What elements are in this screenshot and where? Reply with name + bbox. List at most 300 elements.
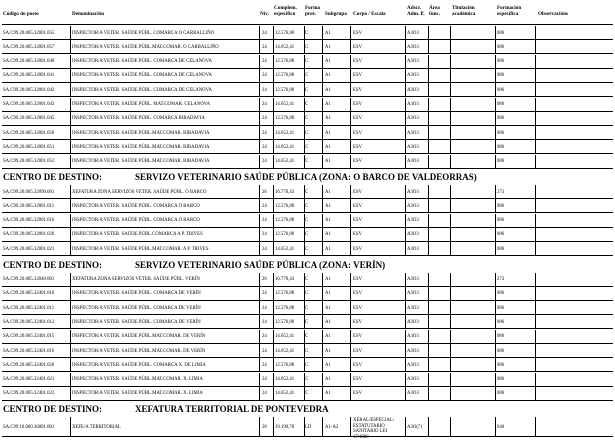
column-rule (450, 214, 451, 228)
cell-adscr: A3O3 (407, 87, 419, 93)
cell-formacion: 086 (497, 59, 505, 65)
cell-complem: 12.576,88 (275, 362, 295, 368)
cell-forma: C (305, 319, 309, 325)
cell-observacions (538, 301, 608, 315)
cell-forma: LD (305, 424, 312, 430)
column-rule (450, 126, 451, 140)
column-rule (535, 69, 536, 83)
column-rule (273, 287, 274, 301)
column-rule (350, 387, 351, 401)
cell-forma: C (305, 130, 309, 136)
cell-niv: 26 (262, 189, 267, 195)
column-rule (304, 301, 305, 315)
table-row (0, 112, 615, 126)
column-rule (304, 155, 305, 169)
column-rule (322, 126, 323, 140)
column-rule (322, 417, 323, 437)
cell-forma: C (305, 102, 309, 107)
table-row (0, 315, 615, 329)
column-rule (495, 315, 496, 329)
centro-destino-heading (3, 403, 613, 415)
cell-adscr: A3O3 (407, 291, 419, 297)
cell-adscr: A3O3 (407, 130, 419, 136)
cell-subgrupo: A1 (325, 203, 331, 209)
cell-forma: C (305, 291, 309, 297)
column-rule (350, 69, 351, 83)
column-rule (450, 112, 451, 126)
cell-observacions (538, 140, 608, 154)
column-rule (322, 98, 323, 112)
column-rule (350, 373, 351, 387)
cell-observacions (538, 387, 608, 401)
column-rule (405, 228, 406, 242)
cell-subgrupo: A1 (325, 362, 331, 368)
cell-denominacion: INSPECTOR/A VETER. SAÚDE PÚBL. COMARCA DE VERÍN (72, 291, 201, 297)
cell-complem: 14.652,41 (275, 159, 295, 165)
cell-denominacion: INSPECTOR/A VETER. SAÚDE PÚBL.MAT.COMAR. RIBADAVIA (72, 130, 210, 136)
column-rule (322, 155, 323, 169)
column-rule (450, 140, 451, 154)
cell-adscr: A3O3 (407, 391, 419, 397)
cell-denominacion: XEFE/A TERRITORIAL (72, 424, 121, 430)
centro-label: CENTRO DE DESTINO: (3, 259, 103, 270)
column-rule (259, 287, 260, 301)
cell-niv: 24 (262, 218, 267, 224)
cell-forma: C (305, 277, 309, 282)
header-divider (2, 24, 613, 25)
column-rule (273, 358, 274, 372)
column-rule (495, 199, 496, 213)
table-row (0, 242, 615, 256)
cell-forma: C (305, 159, 309, 165)
column-rule (450, 301, 451, 315)
cell-corpo: ESV (353, 277, 363, 282)
column-rule (70, 273, 71, 287)
column-rule (70, 373, 71, 387)
cell-complem: 14.652,41 (275, 144, 295, 150)
cell-complem: 12.576,88 (275, 59, 295, 65)
column-rule (322, 199, 323, 213)
column-rule (259, 155, 260, 169)
column-rule (495, 301, 496, 315)
column-rule (535, 55, 536, 69)
column-rule (273, 373, 274, 387)
cell-formacion: 086 (497, 102, 505, 107)
cell-observacions (538, 287, 608, 301)
cell-denominacion: INSPECTOR/A VETER. SAÚDE PÚBL. COMARCA DE VERÍN (72, 305, 201, 311)
cell-denominacion: INSPECTOR/A VETER. SAÚDE PÚBL. MAT.COMAR. CELANOVA (72, 102, 211, 107)
cell-subgrupo: A1 (325, 87, 331, 93)
header-denominacion: Denominación (72, 11, 104, 17)
column-rule (450, 185, 451, 199)
column-rule (322, 26, 323, 40)
column-rule (350, 344, 351, 358)
cell-complem: 12.576,88 (275, 73, 295, 79)
cell-complem: 14.652,41 (275, 130, 295, 136)
header-complem-1: Complem. (274, 5, 297, 11)
column-rule (535, 358, 536, 372)
column-rule (304, 228, 305, 242)
column-rule (273, 185, 274, 199)
cell-area (430, 214, 450, 228)
cell-formacion: 086 (497, 391, 505, 397)
column-rule (428, 287, 429, 301)
cell-complem: 12.576,88 (275, 319, 295, 325)
cell-niv: 24 (262, 59, 267, 65)
cell-corpo: ESV (353, 130, 363, 136)
column-rule (535, 126, 536, 140)
column-rule (450, 315, 451, 329)
table-row (0, 387, 615, 401)
cell-observacions (538, 55, 608, 69)
cell-observacions (538, 26, 608, 40)
cell-codigo: SA.C99.20.005.32001.055 (3, 30, 55, 36)
cell-formacion: 273 (497, 189, 505, 195)
column-rule (259, 273, 260, 287)
column-rule (495, 98, 496, 112)
cell-codigo: SA.C99.20.005.32001.045 (3, 116, 55, 122)
column-rule (259, 126, 260, 140)
cell-subgrupo: A1 (325, 348, 331, 354)
cell-forma: C (305, 377, 309, 383)
column-rule (273, 155, 274, 169)
cell-corpo: ESV (353, 30, 363, 36)
cell-niv: 24 (262, 203, 267, 209)
column-rule (450, 98, 451, 112)
column-rule (273, 301, 274, 315)
cell-codigo: SA.C99.10.000.36001.001 (3, 424, 55, 430)
column-rule (259, 373, 260, 387)
cell-codigo: SA.C99.20.005.32001.040 (3, 59, 55, 65)
column-rule (70, 69, 71, 83)
cell-complem: 12.576,88 (275, 291, 295, 297)
column-rule (495, 242, 496, 256)
column-rule (495, 358, 496, 372)
cell-titulacion (453, 214, 493, 228)
cell-corpo: XERAL/ESPECIAL/ ESTATUTARIO SANITARIO LEI 17/1989 (353, 418, 395, 440)
column-rule (70, 344, 71, 358)
column-rule (322, 83, 323, 97)
column-rule (535, 26, 536, 40)
column-rule (70, 417, 71, 437)
cell-adscr: A3O3 (407, 44, 419, 50)
table-header (0, 0, 615, 24)
cell-subgrupo: A1 (325, 319, 331, 325)
cell-corpo: ESV (353, 319, 363, 325)
column-rule (259, 228, 260, 242)
column-rule (405, 69, 406, 83)
column-rule (259, 301, 260, 315)
column-rule (450, 242, 451, 256)
cell-titulacion (453, 273, 493, 287)
column-rule (495, 155, 496, 169)
column-rule (428, 242, 429, 256)
table-row (0, 140, 615, 154)
column-rule (450, 417, 451, 437)
column-rule (70, 199, 71, 213)
cell-formacion: 273 (497, 277, 505, 282)
cell-area (430, 199, 450, 213)
cell-formacion: 086 (497, 377, 505, 383)
cell-codigo: SA.C99.20.005.32001.021 (3, 246, 55, 252)
column-rule (70, 315, 71, 329)
cell-titulacion (453, 358, 493, 372)
cell-formacion: 086 (497, 362, 505, 368)
column-rule (322, 112, 323, 126)
cell-observacions (538, 83, 608, 97)
cell-corpo: ESV (353, 203, 363, 209)
column-rule (405, 140, 406, 154)
column-rule (405, 214, 406, 228)
cell-complem: 14.652,41 (275, 391, 295, 397)
column-rule (350, 301, 351, 315)
cell-subgrupo: A1 (325, 334, 331, 340)
header-subgrupo: Subgrupo (325, 11, 347, 17)
column-rule (535, 112, 536, 126)
cell-titulacion (453, 26, 493, 40)
header-formacion-2: específica (497, 11, 519, 17)
column-rule (304, 55, 305, 69)
column-rule (322, 140, 323, 154)
cell-adscr: A3O(7) (407, 424, 422, 430)
cell-observacions (538, 242, 608, 256)
cell-codigo: SA.C99.20.005.32401.015 (3, 334, 55, 340)
column-rule (495, 126, 496, 140)
cell-forma: C (305, 44, 309, 50)
cell-forma: C (305, 305, 309, 311)
cell-observacions (538, 98, 608, 112)
column-rule (350, 214, 351, 228)
header-area-2: func. (429, 11, 441, 17)
column-rule (428, 214, 429, 228)
column-rule (495, 330, 496, 344)
cell-area (430, 83, 450, 97)
cell-denominacion: INSPECTOR/A VETER. SAÚDE PÚBL.MAT.COMAR. RIBADAVIA (72, 144, 210, 150)
column-rule (259, 242, 260, 256)
cell-corpo: ESV (353, 87, 363, 93)
cell-denominacion: INSPECTOR/A VETER. SAÚDE PÚBL.MAT.COMAR. DE VERÍN (72, 348, 206, 354)
column-rule (450, 273, 451, 287)
cell-complem: 12.576,88 (275, 218, 295, 224)
column-rule (428, 155, 429, 169)
header-adscr-1: Adscr. (407, 5, 422, 11)
column-rule (350, 83, 351, 97)
header-corpo: Corpo / Escala (353, 11, 386, 17)
cell-corpo: ESV (353, 73, 363, 79)
column-rule (259, 98, 260, 112)
table-row (0, 287, 615, 301)
column-rule (70, 214, 71, 228)
column-rule (304, 83, 305, 97)
cell-subgrupo: A1 (325, 377, 331, 383)
cell-titulacion (453, 315, 493, 329)
column-rule (70, 40, 71, 54)
cell-codigo: SA.C99.20.005.32401.016 (3, 348, 55, 354)
cell-subgrupo: A1 (325, 189, 331, 195)
cell-adscr: A3O3 (407, 377, 419, 383)
cell-denominacion: INSPECTOR/A VETER. SAÚDE PÚBL. COMARCA DE VERÍN (72, 319, 201, 325)
cell-denominacion: INSPECTOR/A VETER. SAÚDE PÚBL.MAT.COMAR. O CARBALLIÑO (72, 44, 219, 50)
column-rule (350, 315, 351, 329)
column-rule (535, 315, 536, 329)
cell-observacions (538, 126, 608, 140)
cell-area (430, 417, 450, 437)
cell-codigo: SA.C99.20.005.32090.001 (3, 189, 55, 195)
column-rule (405, 301, 406, 315)
column-rule (405, 344, 406, 358)
row-rule (2, 168, 613, 169)
cell-corpo: ESV (353, 377, 363, 383)
cell-corpo: ESV (353, 218, 363, 224)
column-rule (535, 98, 536, 112)
cell-formacion: 086 (497, 30, 505, 36)
column-rule (304, 140, 305, 154)
column-rule (304, 273, 305, 287)
cell-area (430, 40, 450, 54)
column-rule (273, 330, 274, 344)
table-row (0, 301, 615, 315)
column-rule (495, 287, 496, 301)
table-row (0, 69, 615, 83)
column-rule (495, 112, 496, 126)
column-rule (259, 112, 260, 126)
cell-niv: 24 (262, 116, 267, 122)
cell-forma: C (305, 246, 309, 252)
column-rule (259, 185, 260, 199)
row-rule (2, 436, 613, 437)
cell-corpo: ESV (353, 348, 363, 354)
table-row (0, 273, 615, 287)
column-rule (259, 344, 260, 358)
column-rule (322, 55, 323, 69)
column-rule (350, 26, 351, 40)
cell-observacions (538, 112, 608, 126)
cell-corpo: ESV (353, 291, 363, 297)
cell-adscr: A3O3 (407, 189, 419, 195)
cell-codigo: SA.C99.20.005.32401.020 (3, 362, 55, 368)
column-rule (405, 315, 406, 329)
cell-adscr: A3O3 (407, 319, 419, 325)
column-rule (350, 228, 351, 242)
cell-adscr: A3O3 (407, 159, 419, 165)
cell-formacion: 086 (497, 218, 505, 224)
cell-titulacion (453, 330, 493, 344)
header-observacions: Observacións (538, 11, 568, 17)
column-rule (450, 344, 451, 358)
cell-area (430, 98, 450, 112)
cell-niv: 24 (262, 305, 267, 311)
header-codigo: Código do posto (3, 11, 39, 17)
cell-adscr: A3O3 (407, 59, 419, 65)
column-rule (322, 228, 323, 242)
column-rule (273, 98, 274, 112)
column-rule (70, 140, 71, 154)
column-rule (259, 83, 260, 97)
cell-adscr: A3O3 (407, 277, 419, 282)
cell-corpo: ESV (353, 391, 363, 397)
header-titulacion-1: Titulación (452, 5, 475, 11)
cell-observacions (538, 228, 608, 242)
column-rule (273, 83, 274, 97)
cell-corpo: ESV (353, 232, 363, 238)
cell-titulacion (453, 185, 493, 199)
cell-formacion: 086 (497, 246, 505, 252)
cell-titulacion (453, 287, 493, 301)
column-rule (428, 301, 429, 315)
table-row (0, 40, 615, 54)
column-rule (259, 140, 260, 154)
centro-label: CENTRO DE DESTINO: (3, 172, 103, 182)
cell-area (430, 358, 450, 372)
column-rule (273, 387, 274, 401)
table-row (0, 26, 615, 40)
column-rule (259, 358, 260, 372)
cell-titulacion (453, 83, 493, 97)
cell-formacion: 086 (497, 144, 505, 150)
column-rule (304, 330, 305, 344)
cell-area (430, 140, 450, 154)
table-row (0, 98, 615, 112)
cell-area (430, 112, 450, 126)
cell-niv: 24 (262, 144, 267, 150)
cell-adscr: A3O3 (407, 73, 419, 79)
column-rule (350, 98, 351, 112)
cell-adscr: A3O3 (407, 30, 419, 36)
cell-niv: 24 (262, 130, 267, 136)
column-rule (273, 242, 274, 256)
column-rule (304, 112, 305, 126)
column-rule (495, 273, 496, 287)
column-rule (273, 228, 274, 242)
column-rule (350, 40, 351, 54)
cell-adscr: A3O3 (407, 232, 419, 238)
column-rule (405, 242, 406, 256)
column-rule (428, 69, 429, 83)
column-rule (70, 387, 71, 401)
column-rule (535, 387, 536, 401)
cell-codigo: SA.C99.20.005.32001.052 (3, 159, 55, 165)
cell-denominacion: INSPECTOR/A VETER. SAÚDE PÚBL. COMARCA DE CELANOVA (72, 73, 212, 79)
column-rule (428, 55, 429, 69)
cell-titulacion (453, 301, 493, 315)
column-rule (350, 358, 351, 372)
cell-denominacion: INSPECTOR/A VETER. SAÚDE PÚBL. COMARCA O BARCO (72, 218, 200, 224)
column-rule (535, 228, 536, 242)
cell-forma: C (305, 87, 309, 93)
column-rule (450, 40, 451, 54)
table-row (0, 417, 615, 440)
cell-subgrupo: A1 (325, 59, 331, 65)
cell-titulacion (453, 112, 493, 126)
cell-formacion: 086 (497, 203, 505, 209)
cell-titulacion (453, 228, 493, 242)
cell-denominacion: XEFATURA ZONA SERVIZOS VETER. SAÚDE PÚBL. O BARCO (72, 189, 207, 195)
table-row (0, 358, 615, 372)
column-rule (405, 26, 406, 40)
cell-codigo: SA.C99.20.005.32001.020 (3, 232, 55, 238)
cell-forma: C (305, 73, 309, 79)
cell-codigo: SA.C99.20.005.32001.051 (3, 144, 55, 150)
cell-subgrupo: A1 (325, 291, 331, 297)
table-row (0, 155, 615, 169)
cell-corpo: ESV (353, 189, 363, 195)
cell-denominacion: INSPECTOR/A VETER. SAÚDE PÚBL. COMARCA O CARBALLIÑO (72, 30, 215, 36)
cell-denominacion: XEFATURA ZONA SERVIZOS VETER. SAÚDE PÚBL. VERÍN (72, 277, 200, 282)
row-rule (2, 255, 613, 256)
column-rule (428, 185, 429, 199)
column-rule (495, 140, 496, 154)
cell-complem: 14.652,41 (275, 377, 295, 383)
